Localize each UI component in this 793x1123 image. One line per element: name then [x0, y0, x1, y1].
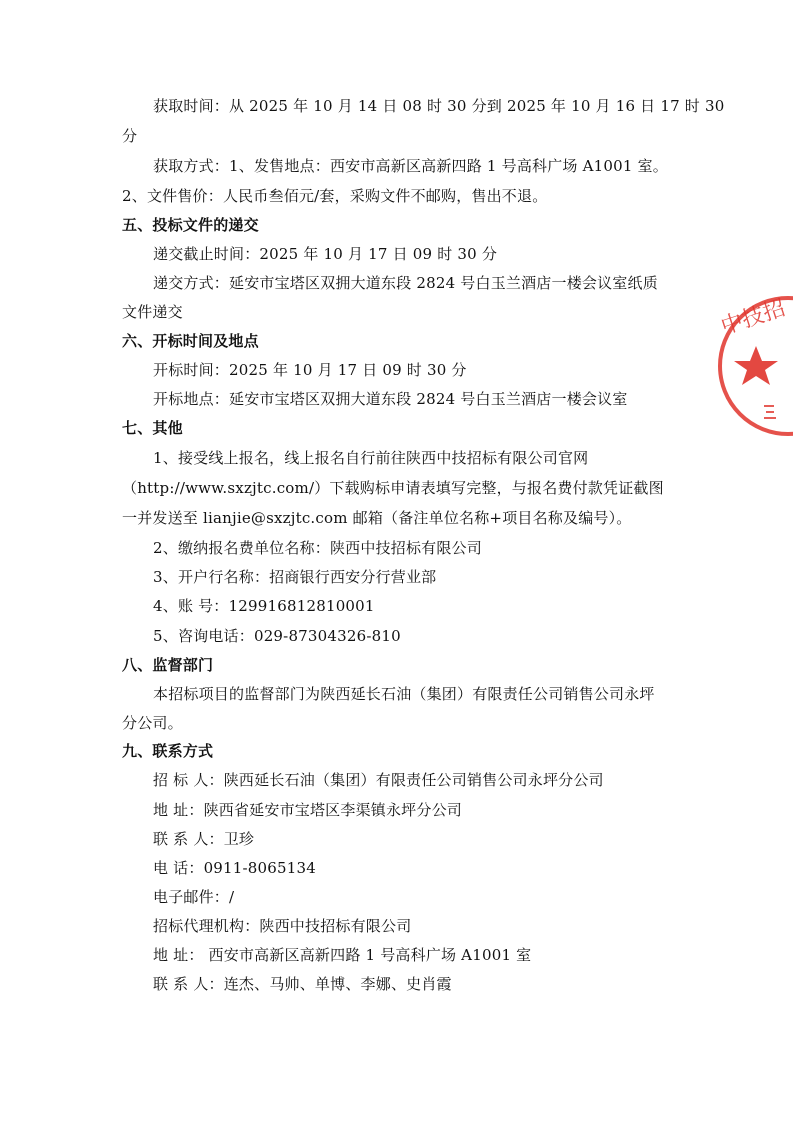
company-seal-stamp	[708, 288, 793, 448]
seal-text: 中技招	[717, 295, 789, 340]
text-line: 递交方式：延安市宝塔区双拥大道东段 2824 号白玉兰酒店一楼会议室纸质	[153, 274, 658, 292]
text-line: 招 标 人：陕西延长石油（集团）有限责任公司销售公司永坪分公司	[153, 771, 604, 789]
text-line: 一并发送至 lianjie@sxzjtc.com 邮箱（备注单位名称+项目名称及编号）。	[122, 509, 632, 527]
text-line: 4、账 号：129916812810001	[153, 597, 375, 615]
text-line: 2、文件售价：人民币叁佰元/套，采购文件不邮购，售出不退。	[122, 187, 548, 205]
text-line: 开标地点：延安市宝塔区双拥大道东段 2824 号白玉兰酒店一楼会议室	[153, 390, 628, 408]
text-line: 递交截止时间：2025 年 10 月 17 日 09 时 30 分	[153, 245, 498, 263]
text-line: 联 系 人：连杰、马帅、单博、李娜、史肖霞	[153, 975, 452, 993]
text-line: 分公司。	[122, 714, 183, 732]
text-line: 招标代理机构：陕西中技招标有限公司	[153, 917, 412, 935]
text-line: 分	[122, 127, 138, 145]
text-line: 获取时间：从 2025 年 10 月 14 日 08 时 30 分到 2025 年 10 月 16 日 17 时 30	[153, 97, 725, 115]
text-line: 地 址： 西安市高新区高新四路 1 号高科广场 A1001 室	[153, 946, 532, 964]
text-line: 电 话：0911-8065134	[153, 859, 317, 877]
text-line: 电子邮件：/	[153, 888, 235, 906]
text-line: 2、缴纳报名费单位名称：陕西中技招标有限公司	[153, 539, 482, 557]
text-line: 1、接受线上报名，线上报名自行前往陕西中技招标有限公司官网	[153, 449, 589, 467]
text-line: （http://www.sxzjtc.com/）下载购标申请表填写完整，与报名费付款凭证截图	[122, 479, 664, 497]
text-line: 3、开户行名称：招商银行西安分行营业部	[153, 568, 437, 586]
text-line: 5、咨询电话：029-87304326-810	[153, 627, 401, 645]
section-heading: 五、投标文件的递交	[122, 216, 259, 234]
section-heading: 八、监督部门	[122, 656, 214, 674]
text-line: 联 系 人：卫珍	[153, 830, 255, 848]
text-line: 开标时间：2025 年 10 月 17 日 09 时 30 分	[153, 361, 467, 379]
section-heading: 六、开标时间及地点	[122, 332, 259, 350]
section-heading: 九、联系方式	[122, 742, 214, 760]
text-line: 本招标项目的监督部门为陕西延长石油（集团）有限责任公司销售公司永坪	[153, 685, 655, 703]
section-heading: 七、其他	[122, 419, 183, 437]
text-line: 地 址：陕西省延安市宝塔区李渠镇永坪分公司	[153, 801, 462, 819]
text-line: 文件递交	[122, 303, 183, 321]
text-line: 获取方式：1、发售地点：西安市高新区高新四路 1 号高科广场 A1001 室。	[153, 157, 668, 175]
